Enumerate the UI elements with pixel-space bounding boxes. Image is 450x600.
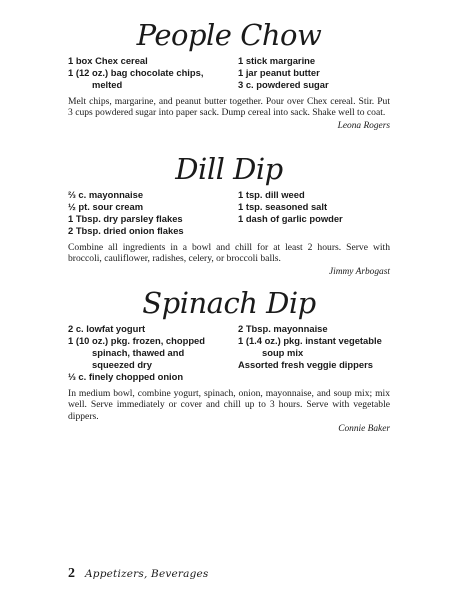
ingredient: 1 tsp. dill weed [238,189,305,200]
ingredient-column-left [68,323,238,383]
ingredient: ⅓ c. finely chopped onion [68,371,184,382]
ingredient-column-right [238,55,390,91]
section-name: Appetizers, Beverages [85,568,209,580]
ingredient-column-right [238,323,390,383]
page-number: 2 [68,566,75,581]
ingredient-line: 1 (10 oz.) pkg. frozen, chopped [68,335,205,346]
ingredient: 1 jar peanut butter [238,67,320,78]
ingredient: Assorted fresh veggie dippers [238,359,373,370]
ingredient: 2 c. lowfat yogurt [68,323,146,334]
recipe-people-chow [68,18,390,132]
recipe-instructions: Melt chips, margarine, and peanut butter together. Pour over Chex cereal. Stir. Put 3 cups powdered sugar into paper sack. Dump cereal into sack. Shake well to coat. [68,96,390,119]
ingredient: 1 stick margarine [238,55,316,66]
ingredient: 1 dash of garlic powder [238,213,343,224]
ingredient-line: spinach, thawed and [92,347,185,358]
ingredient-column-left [68,189,238,237]
ingredient-column-left [68,55,238,91]
ingredient: ½ pt. sour cream [68,201,144,212]
page-footer [68,566,209,582]
recipe-author: Jimmy Arbogast [328,266,390,277]
recipe-spinach-dip [68,286,390,435]
ingredient: 1 box Chex cereal [68,55,148,66]
recipe-author: Leona Rogers [337,120,390,131]
ingredient-column-right [238,189,390,237]
ingredient: ⅔ c. mayonnaise [68,189,144,200]
ingredient: 1 Tbsp. dry parsley flakes [68,213,183,224]
ingredient [238,335,390,359]
recipe-author: Connie Baker [338,424,390,435]
ingredient: 2 Tbsp. dried onion flakes [68,225,184,236]
ingredient-line: squeezed dry [92,359,152,370]
recipe-instructions: In medium bowl, combine yogurt, spinach, onion, mayonnaise, and soup mix; mix well. Serve immediately or cover and chill up to 3 hours. Serve with vegetable dippers. [68,388,390,422]
ingredient-list [68,323,390,383]
recipe-title: Dill Dip [175,152,283,186]
ingredient-list [68,55,390,91]
ingredient [68,67,238,91]
ingredient: 3 c. powdered sugar [238,79,329,90]
ingredient-list [68,189,390,237]
ingredient-line: 1 (12 oz.) bag chocolate chips, [68,67,204,78]
recipe-title: People Chow [136,18,322,52]
recipe-instructions: Combine all ingredients in a bowl and chill for at least 2 hours. Serve with broccoli, cauliflower, radishes, celery, or broccoli balls. [68,242,390,265]
recipe-title: Spinach Dip [142,286,316,320]
ingredient-line: 1 (1.4 oz.) pkg. instant vegetable [238,335,382,346]
recipe-dill-dip [68,152,390,278]
ingredient: 2 Tbsp. mayonnaise [238,323,328,334]
ingredient-line: soup mix [262,347,304,358]
ingredient: 1 tsp. seasoned salt [238,201,328,212]
ingredient [68,335,238,371]
ingredient-line: melted [92,79,123,90]
